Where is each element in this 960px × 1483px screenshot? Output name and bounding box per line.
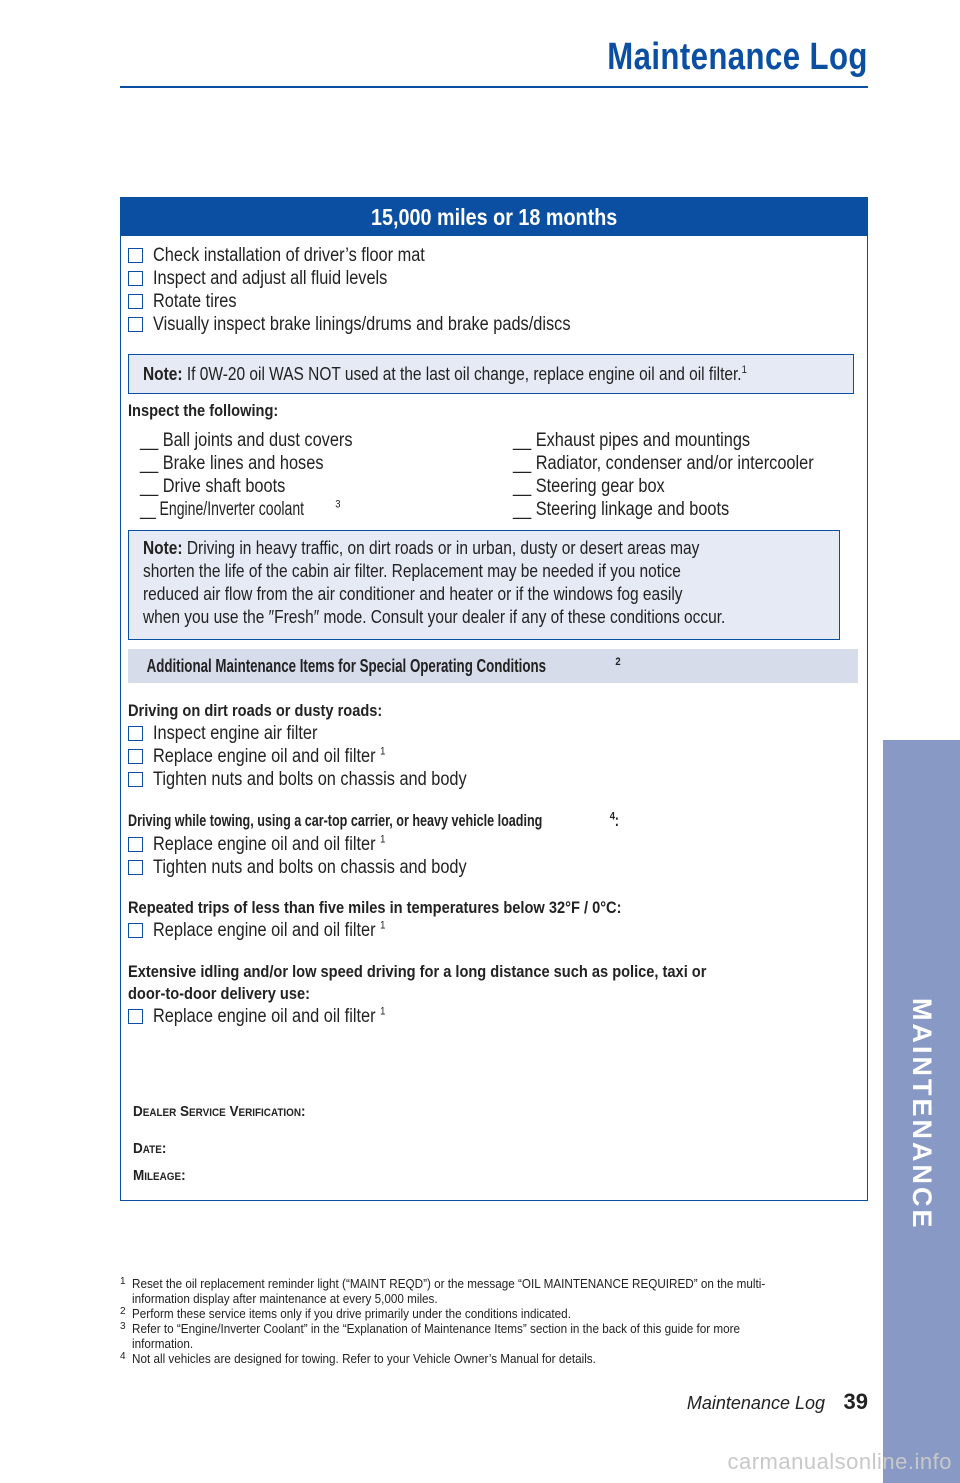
inspect-heading: Inspect the following: bbox=[128, 401, 279, 420]
inspect-item: __ Radiator, condenser and/or intercooler bbox=[513, 453, 814, 474]
checklist-item[interactable]: Replace engine oil and oil filter $^1$ bbox=[128, 833, 423, 856]
checkbox-icon[interactable] bbox=[128, 1009, 143, 1024]
checklist-item[interactable]: Inspect and adjust all fluid levels bbox=[128, 267, 426, 290]
cabin-filter-note: Note: Driving in heavy traffic, on dirt roads or in urban, dusty or desert areas may shorten the life of the cabin air filter. Replacement may be needed if you notice reduced air flow from the air conditioner and heater or if the windows fog easily when you use the ″Fresh″ mode. Consult your dealer if any of these conditions occur. bbox=[128, 530, 840, 640]
footnote: 4 Not all vehicles are designed for towing. Refer to your Vehicle Owner’s Manual for details. bbox=[120, 1351, 596, 1366]
inspect-item: __ Steering linkage and boots bbox=[513, 499, 730, 520]
condition-heading-line2: door-to-door delivery use: bbox=[128, 984, 310, 1003]
checklist-item[interactable]: Check installation of driver’s floor mat bbox=[128, 244, 469, 267]
page-title: Maintenance Log bbox=[607, 36, 868, 78]
inspect-item: __ Engine/Inverter coolant $^3$ bbox=[140, 498, 341, 520]
footnote: 2 Perform these service items only if you drive primarily under the conditions indicated. bbox=[120, 1306, 571, 1321]
checkbox-icon[interactable] bbox=[128, 726, 143, 741]
checklist-item[interactable]: Tighten nuts and bolts on chassis and body bbox=[128, 856, 518, 879]
checkbox-icon[interactable] bbox=[128, 749, 143, 764]
checklist-item[interactable]: Replace engine oil and oil filter $^1$ bbox=[128, 919, 423, 942]
additional-maintenance-heading: Additional Maintenance Items for Special Operating Conditions $^2$ bbox=[128, 649, 858, 683]
footnote: 1 Reset the oil replacement reminder light (“MAINT REQD”) or the message “OIL MAINTENANCE REQUIRED” on the multi-information display after maintenance at every 5,000 miles. bbox=[120, 1276, 766, 1306]
condition-heading: Extensive idling and/or low speed driving for a long distance such as police, taxi or bbox=[128, 962, 707, 981]
dealer-verification-label: Dealer Service Verification: bbox=[133, 1103, 306, 1120]
checklist-item[interactable]: Inspect engine air filter bbox=[128, 722, 344, 745]
inspect-item: __ Ball joints and dust covers bbox=[140, 430, 353, 451]
inspect-item: __ Steering gear box bbox=[513, 476, 665, 497]
checkbox-icon[interactable] bbox=[128, 837, 143, 852]
checkbox-icon[interactable] bbox=[128, 860, 143, 875]
date-label: Date: bbox=[133, 1140, 167, 1157]
checklist-item[interactable]: Tighten nuts and bolts on chassis and body bbox=[128, 768, 518, 791]
condition-heading: Driving on dirt roads or dusty roads: bbox=[128, 701, 383, 720]
footnotes bbox=[120, 1276, 868, 1366]
checkbox-icon[interactable] bbox=[128, 772, 143, 787]
watermark: carmanualsonline.info bbox=[727, 1449, 952, 1474]
section-tab-label: MAINTENANCE bbox=[907, 998, 937, 1231]
mileage-label: Mileage: bbox=[133, 1167, 186, 1184]
inspect-item: __ Exhaust pipes and mountings bbox=[513, 430, 751, 451]
checklist-item[interactable]: Rotate tires bbox=[128, 290, 250, 313]
checkbox-icon[interactable] bbox=[128, 317, 143, 332]
checkbox-icon[interactable] bbox=[128, 248, 143, 263]
condition-heading: Driving while towing, using a car-top carrier, or heavy vehicle loading $^4$: bbox=[128, 810, 620, 830]
title-rule bbox=[120, 86, 868, 88]
inspect-item: __ Brake lines and hoses bbox=[140, 453, 324, 474]
checkbox-icon[interactable] bbox=[128, 271, 143, 286]
checkbox-icon[interactable] bbox=[128, 923, 143, 938]
interval-heading: 15,000 miles or 18 months bbox=[121, 198, 867, 236]
maintenance-interval-box bbox=[120, 197, 868, 1201]
page-number: 39 bbox=[843, 1389, 868, 1414]
checklist-item[interactable]: Replace engine oil and oil filter $^1$ bbox=[128, 1005, 423, 1028]
footer-label: Maintenance Log bbox=[686, 1393, 825, 1413]
checkbox-icon[interactable] bbox=[128, 294, 143, 309]
footnote: 3 Refer to “Engine/Inverter Coolant” in the “Explanation of Maintenance Items” section in the back of this guide for more information. bbox=[120, 1321, 741, 1351]
checklist-item[interactable]: Visually inspect brake linings/drums and brake pads/discs bbox=[128, 313, 638, 336]
section-tab-label-wrap bbox=[883, 740, 960, 1483]
oil-note: Note: If 0W-20 oil WAS NOT used at the last oil change, replace engine oil and oil filter.$^1$ bbox=[128, 354, 854, 394]
inspect-item: __ Drive shaft boots bbox=[140, 476, 286, 497]
condition-heading: Repeated trips of less than five miles in temperatures below 32°F / 0°C: bbox=[128, 898, 622, 917]
checklist-item[interactable]: Replace engine oil and oil filter $^1$ bbox=[128, 745, 423, 768]
